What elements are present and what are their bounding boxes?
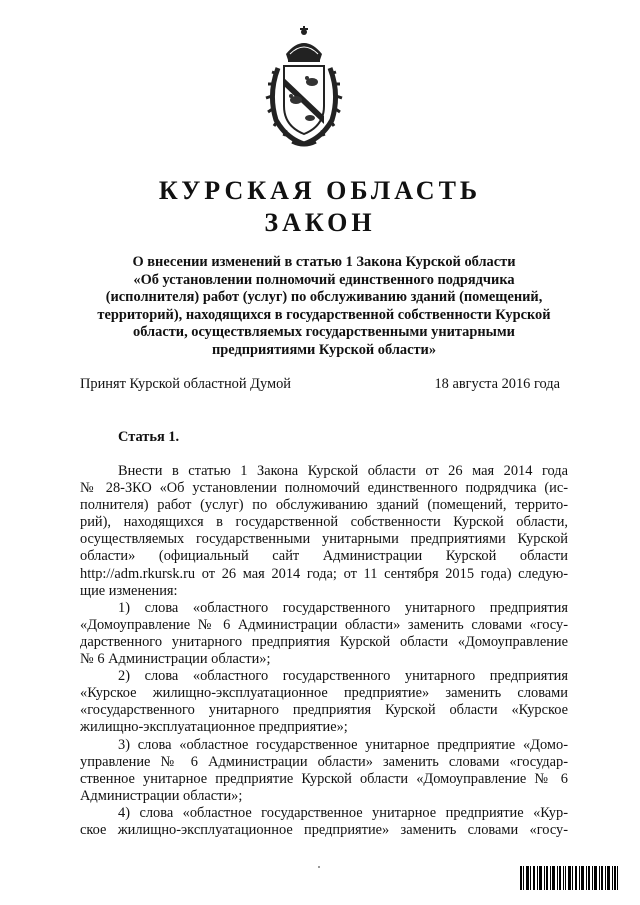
article-body [80,463,568,839]
article-line: ское жилищно-эксплуатационное предприятие» заменить словами «госу- [80,821,568,838]
article-line: «Домоуправление № 6 Администрации области» заменить словами «госу- [80,616,568,633]
article-line: «государственного унитарного предприятия Курской области «Курское [80,702,568,719]
law-title-line: (исполнителя) работ (услуг) по обслуживанию зданий (помещений, [105,289,543,305]
adoption-date: 18 августа 2016 года [434,376,560,392]
article-line: «Курское жилищно-эксплуатационное предприятие» заменить словами [80,685,568,702]
article-line: № 6 Администрации области»; [80,651,271,668]
adopted-by: Принят Курской областной Думой [80,376,291,392]
article-line: области» (официальный сайт Администрации Курской области [80,548,568,565]
article-line: ственное унитарное предприятие Курской области «Домоуправление № 6 [80,770,568,787]
article-line: осуществляемых государственными унитарными предприятиями Курской [80,531,568,548]
scan-dot [318,866,320,868]
barcode-icon [520,866,618,890]
article-heading: Статья 1. [118,429,180,445]
article-line: 2) слова «областного государственного унитарного предприятия [118,668,568,685]
article-line: http://adm.rkursk.ru от 26 мая 2014 года; от 11 сентября 2015 года) следую- [80,565,568,582]
law-title [84,254,564,359]
article-line: рий), находящихся в государственной собственности Курской области, [80,514,568,531]
article-line: дарственного унитарного предприятия Курской области «Домоуправление [80,633,568,650]
law-title-line: О внесении изменений в статью 1 Закона Курской области [132,254,516,270]
kursk-coat-of-arms-icon [264,24,344,148]
article-line: жилищно-эксплуатационное предприятие»; [80,719,348,736]
article-line: № 28-ЗКО «Об установлении полномочий единственного подрядчика (ис- [80,480,568,497]
law-title-line: области, осуществляемых государственными унитарными [133,324,515,340]
article-line: 1) слова «областного государственного унитарного предприятия [118,599,568,616]
law-title-line: территорий), находящихся в государственной собственности Курской [97,306,551,323]
document-type-heading: ЗАКОН [264,208,376,237]
law-title-line: предприятиями Курской области» [211,341,437,358]
region-heading: КУРСКАЯ ОБЛАСТЬ [158,176,482,205]
article-line: Внести в статью 1 Закона Курской области от 26 мая 2014 года [118,463,568,479]
article-line: полнителя) работ (услуг) по обслуживанию зданий (помещений, террито- [80,497,568,514]
article-line: 4) слова «областное государственное унитарное предприятие «Кур- [118,804,568,821]
article-line: 3) слова «областное государственное унитарное предприятие «Домо- [118,736,568,753]
article-line: Администрации области»; [80,787,243,804]
law-title-line: «Об установлении полномочий единственного подрядчика [133,271,515,288]
article-line: управление № 6 Администрации области» заменить словами «государ- [80,753,568,770]
article-line: щие изменения: [80,582,178,599]
